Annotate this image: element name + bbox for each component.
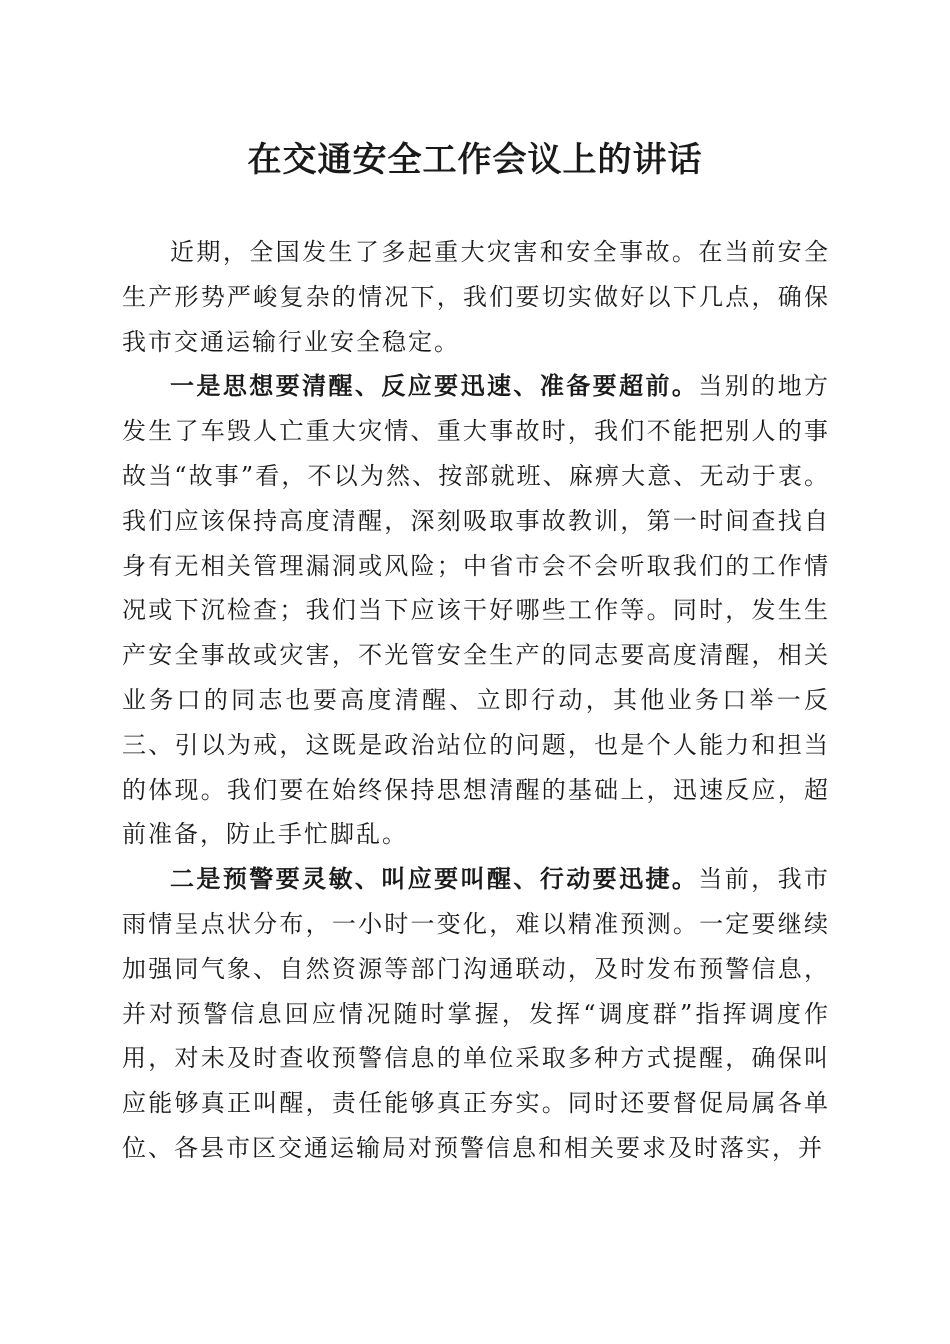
paragraph-text: 近期，全国发生了多起重大灾害和安全事故。在当前安全生产形势严峻复杂的情况下，我们要切实做好以下几点，确保我市交通运输行业安全稳定。 [122, 238, 830, 356]
paragraph-text: 当别的地方发生了车毁人亡重大灾情、重大事故时，我们不能把别人的事故当“故事”看，不以为然、按部就班、麻痹大意、无动于衷。我们应该保持高度清醒，深刻吸取事故教训，第一时间查找自身有无相关管理漏洞或风险；中省市会不会听取我们的工作情况或下沉检查；我们当下应该干好哪些工作等。同时，发生生产安全事故或灾害，不光管安全生产的同志要高度清醒，相关业务口的同志也要高度清醒、立即行动，其他业务口举一反三、引以为戒，这既是政治站位的问题，也是个人能力和担当的体现。我们要在始终保持思想清醒的基础上，迅速反应，超前准备，防止手忙脚乱。 [122, 372, 831, 849]
paragraph-point-two [122, 857, 830, 1171]
paragraph-lead-heading: 二是预警要灵敏、叫应要叫醒、行动要迅捷。 [170, 864, 699, 894]
paragraph-text: 当前，我市雨情呈点状分布，一小时一变化，难以精准预测。一定要继续加强同气象、自然资源等部门沟通联动，及时发布预警信息，并对预警信息回应情况随时掌握，发挥“调度群”指挥调度作用，对未及时查收预警信息的单位采取多种方式提醒，确保叫应能够真正叫醒，责任能够真正夯实。同时还要督促局属各单位、各县市区交通运输局对预警信息和相关要求及时落实，并 [122, 865, 831, 1162]
document-body [122, 230, 830, 1171]
paragraph-point-one [122, 364, 830, 857]
paragraph-lead-heading: 一是思想要清醒、反应要迅速、准备要超前。 [170, 371, 699, 401]
paragraph-intro [122, 230, 830, 364]
document-title: 在交通安全工作会议上的讲话 [247, 140, 703, 180]
